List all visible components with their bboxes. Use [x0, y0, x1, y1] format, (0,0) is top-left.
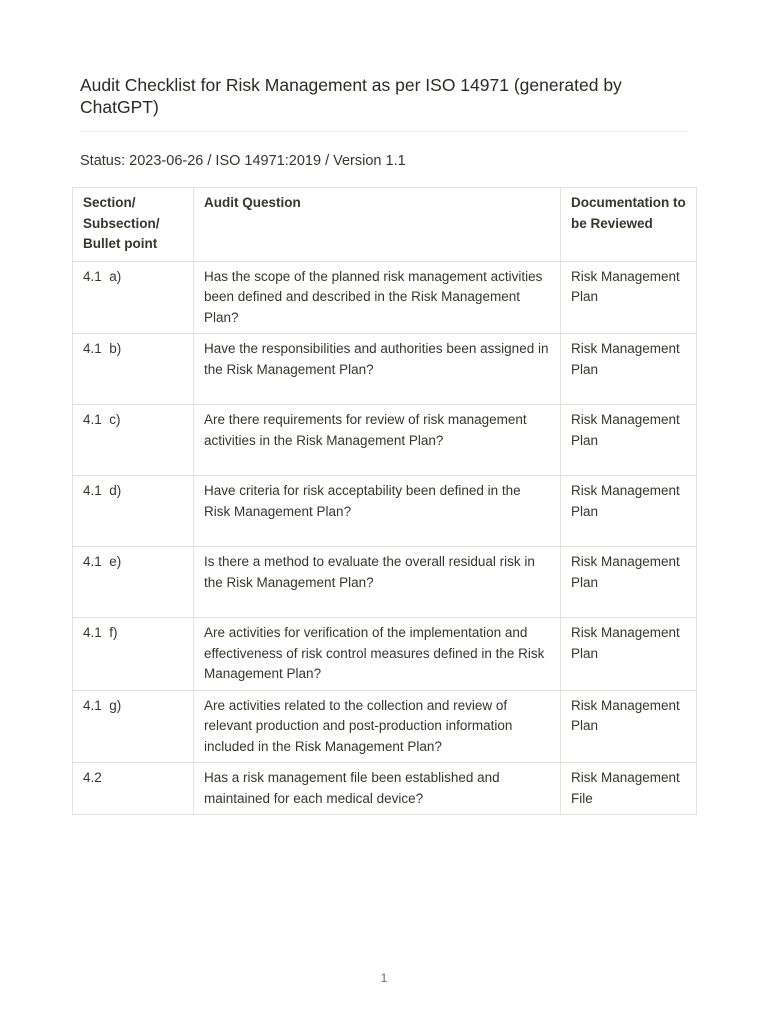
section-cell: 4.1 b) [73, 334, 194, 405]
table-header-row [73, 188, 697, 262]
section-cell: 4.1 d) [73, 476, 194, 547]
question-cell: Are activities for verification of the implementation and effectiveness of risk control measures defined in the Risk Management Plan? [194, 618, 561, 691]
table-row [73, 405, 697, 476]
documentation-cell: Risk Management Plan [561, 405, 697, 476]
header-section: Section/ Subsection/ Bullet point [73, 188, 194, 262]
table-row [73, 690, 697, 763]
question-cell: Is there a method to evaluate the overall residual risk in the Risk Management Plan? [194, 547, 561, 618]
documentation-cell: Risk Management Plan [561, 261, 697, 334]
section-cell: 4.1 g) [73, 690, 194, 763]
status-line: Status: 2023-06-26 / ISO 14971:2019 / Version 1.1 [80, 153, 406, 169]
question-cell: Has the scope of the planned risk management activities been defined and described in the Risk Management Plan? [194, 261, 561, 334]
documentation-cell: Risk Management Plan [561, 547, 697, 618]
table-row [73, 547, 697, 618]
question-cell: Are activities related to the collection and review of relevant production and post-production information included in the Risk Management Plan? [194, 690, 561, 763]
table-row [73, 763, 697, 815]
header-audit-question: Audit Question [194, 188, 561, 262]
section-cell: 4.1 c) [73, 405, 194, 476]
table-row [73, 261, 697, 334]
section-cell: 4.1 f) [73, 618, 194, 691]
table-row [73, 618, 697, 691]
section-cell: 4.2 [73, 763, 194, 815]
section-cell: 4.1 a) [73, 261, 194, 334]
page-number: 1 [380, 971, 388, 985]
documentation-cell: Risk Management Plan [561, 618, 697, 691]
question-cell: Has a risk management file been established and maintained for each medical device? [194, 763, 561, 815]
table-row [73, 476, 697, 547]
header-documentation: Documentation to be Reviewed [561, 188, 697, 262]
section-cell: 4.1 e) [73, 547, 194, 618]
page-title: Audit Checklist for Risk Management as per ISO 14971 (generated by ChatGPT) [80, 74, 688, 132]
question-cell: Have criteria for risk acceptability been defined in the Risk Management Plan? [194, 476, 561, 547]
documentation-cell: Risk Management Plan [561, 690, 697, 763]
documentation-cell: Risk Management Plan [561, 476, 697, 547]
question-cell: Are there requirements for review of risk management activities in the Risk Management Plan? [194, 405, 561, 476]
table-row [73, 334, 697, 405]
question-cell: Have the responsibilities and authorities been assigned in the Risk Management Plan? [194, 334, 561, 405]
audit-checklist-table [72, 187, 697, 815]
documentation-cell: Risk Management Plan [561, 334, 697, 405]
documentation-cell: Risk Management File [561, 763, 697, 815]
